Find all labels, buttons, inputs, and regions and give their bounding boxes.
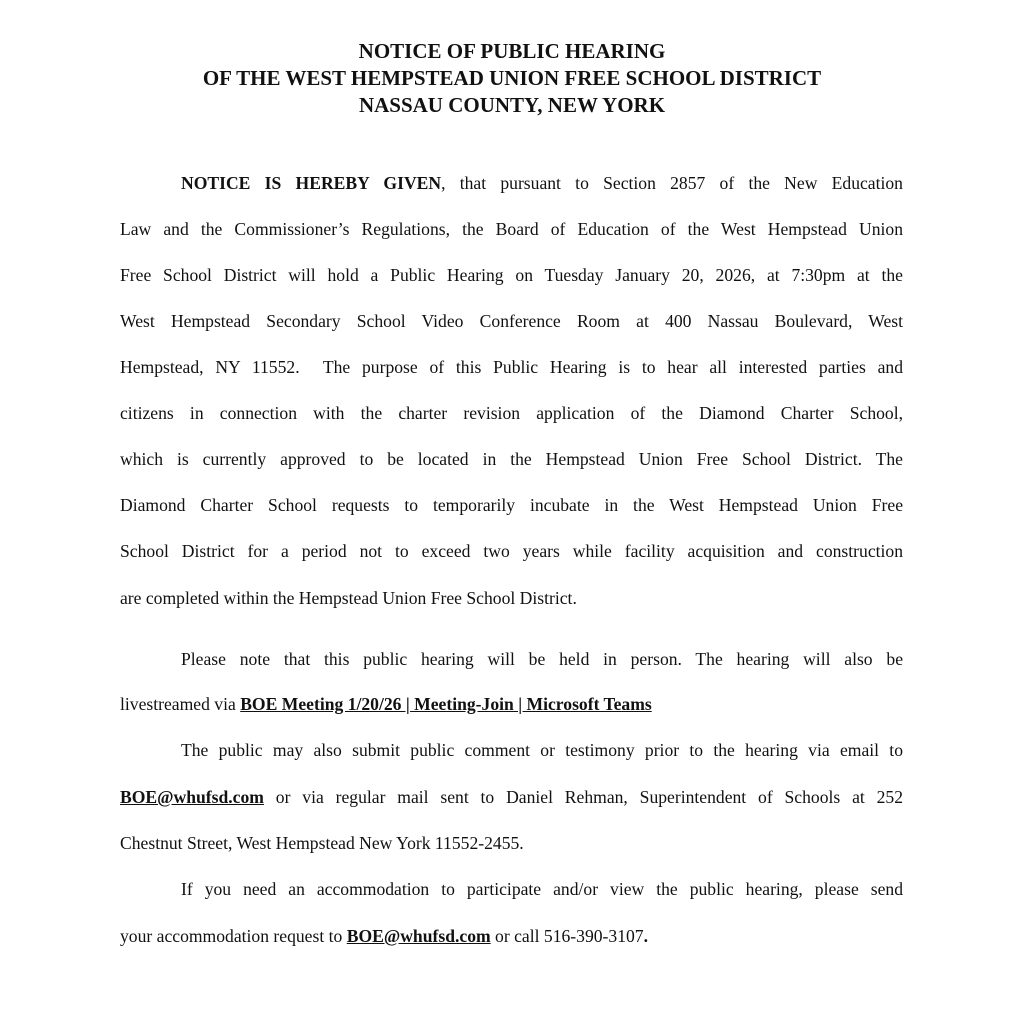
text-line: If you need an accommodation to participate and/or view the public hearing, please send — [181, 879, 903, 899]
text: livestreamed via — [120, 694, 241, 714]
text-line — [120, 786, 903, 808]
text-line: citizens in connection with the charter revision application of the Diamond Charter School, — [120, 403, 903, 423]
text-line: Chestnut Street, West Hempstead New York 11552-2455. — [120, 833, 524, 853]
email-link[interactable]: BOE@whufsd.com — [346, 926, 491, 946]
text-line: Free School District will hold a Public Hearing on Tuesday January 20, 2026, at 7:30pm at the — [120, 265, 903, 285]
email-link[interactable]: BOE@whufsd.com — [120, 787, 264, 807]
text-line: Diamond Charter School requests to temporarily incubate in the West Hempstead Union Free — [120, 495, 903, 515]
text-line — [181, 172, 903, 194]
notice-lead: NOTICE IS HEREBY GIVEN — [181, 173, 442, 193]
text: or via regular mail sent to Daniel Rehman, Superintendent of Schools at 252 — [263, 787, 903, 807]
text-line: School District for a period not to exceed two years while facility acquisition and construction — [120, 541, 903, 561]
text-line: are completed within the Hempstead Union Free School District. — [120, 588, 577, 608]
text: . — [643, 926, 648, 946]
text: , that pursuant to Section 2857 of the New Education — [441, 173, 903, 193]
text-line: The public may also submit public comment or testimony prior to the hearing via email to — [181, 740, 903, 760]
text-line: Please note that this public hearing will be held in person. The hearing will also be — [181, 649, 903, 669]
text: your accommodation request to — [120, 926, 347, 946]
title-line-3: NASSAU COUNTY, NEW YORK — [358, 93, 666, 117]
title-line-1: NOTICE OF PUBLIC HEARING — [358, 39, 666, 63]
text-line — [120, 693, 903, 715]
text-line — [120, 925, 903, 947]
document-title — [0, 38, 1024, 119]
text: or call 516-390-3107 — [490, 926, 644, 946]
teams-meeting-link[interactable]: BOE Meeting 1/20/26 | Meeting-Join | Microsoft Teams — [240, 694, 652, 714]
title-line-2: OF THE WEST HEMPSTEAD UNION FREE SCHOOL DISTRICT — [202, 66, 822, 90]
text-line: Hempstead, NY 11552. The purpose of this Public Hearing is to hear all interested parties and — [120, 357, 903, 377]
text-line: Law and the Commissioner’s Regulations, the Board of Education of the West Hempstead Union — [120, 219, 903, 239]
text-line: which is currently approved to be located in the Hempstead Union Free School District. The — [120, 449, 903, 469]
text-line: West Hempstead Secondary School Video Conference Room at 400 Nassau Boulevard, West — [120, 311, 903, 331]
